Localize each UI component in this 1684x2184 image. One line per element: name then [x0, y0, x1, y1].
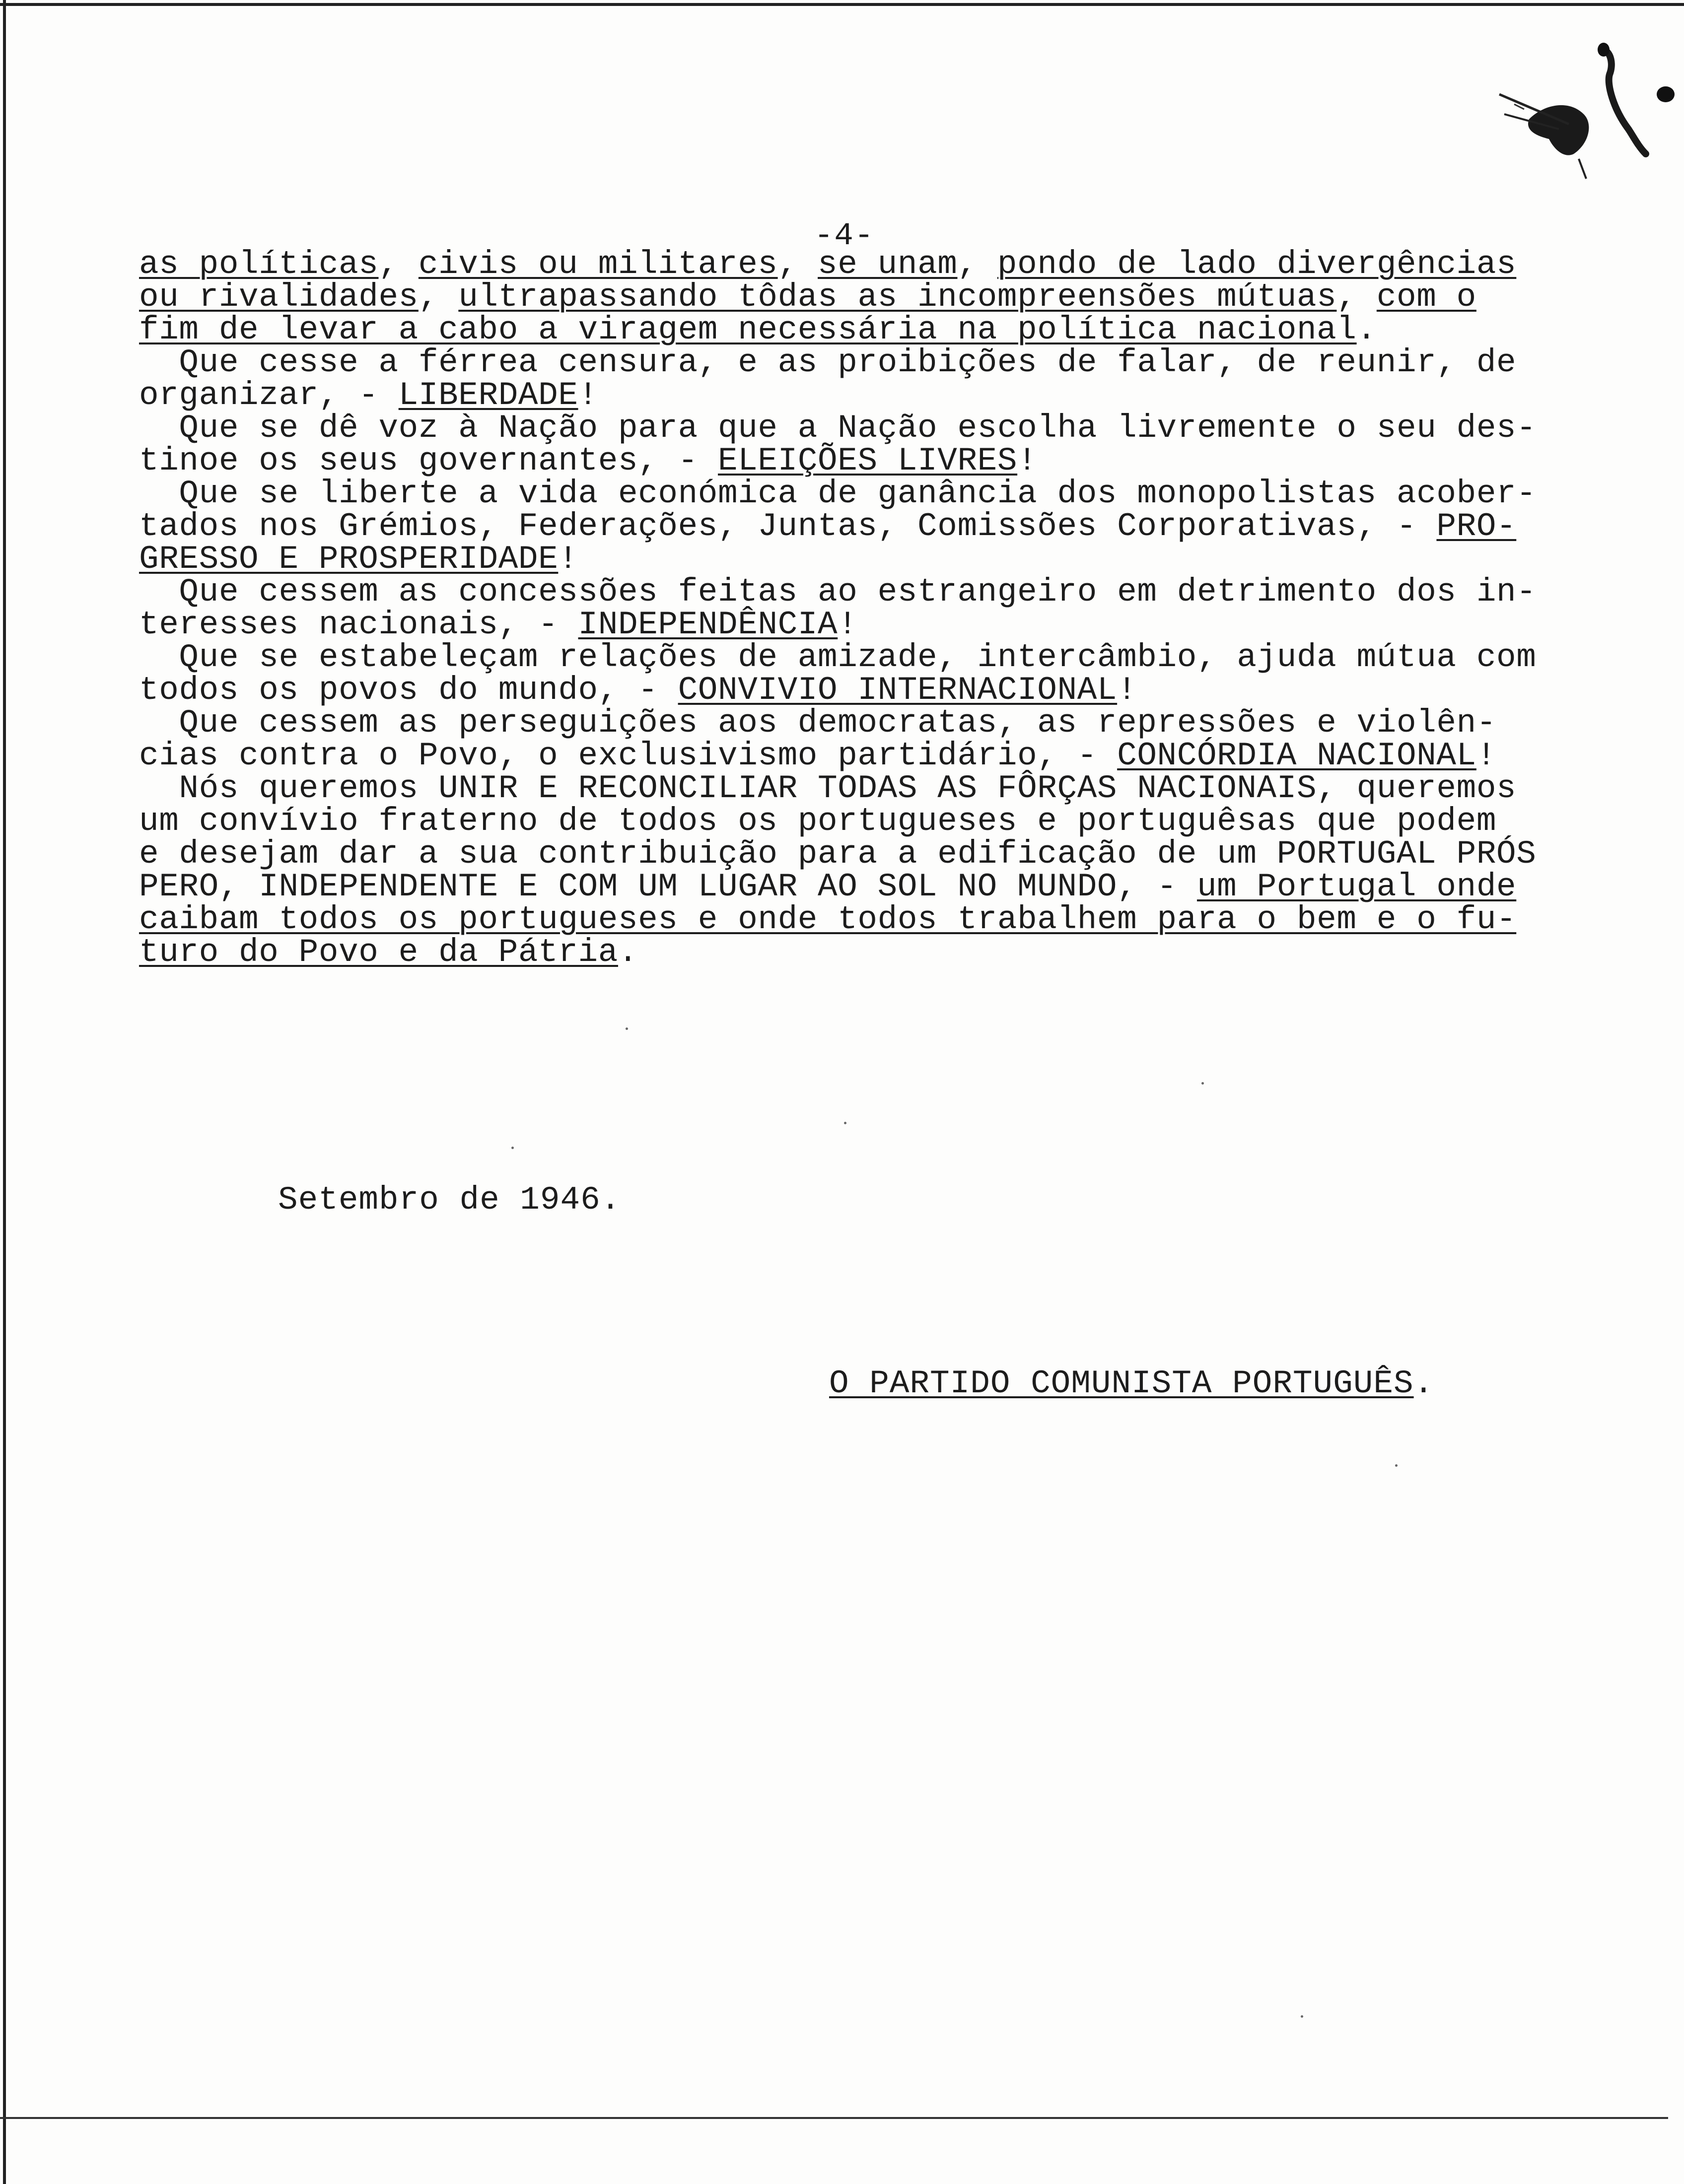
text-segment: ,	[378, 246, 419, 283]
text-line	[139, 868, 1544, 905]
text-segment: Que cessem as perseguições aos democratas, as repressões e violên-	[139, 704, 1497, 742]
text-line	[139, 704, 1544, 742]
underlined-phrase: turo do Povo e da Pátria	[139, 934, 618, 971]
text-line	[139, 442, 1544, 479]
underlined-phrase: ultrapassando tôdas as incompreensões mútuas	[458, 278, 1337, 316]
text-segment: Que cesse a férrea censura, e as proibições de falar, de reunir, de	[139, 344, 1517, 381]
text-line	[139, 278, 1544, 316]
text-segment: teresses nacionais, -	[139, 606, 578, 643]
text-line	[139, 510, 1544, 543]
text-segment: Que cessem as concessões feitas ao estrangeiro em detrimento dos in-	[139, 573, 1537, 611]
underlined-phrase: PRO-	[1436, 508, 1517, 545]
text-line	[139, 674, 1544, 707]
underlined-phrase: um Portugal onde	[1196, 868, 1517, 905]
text-segment: um convívio fraterno de todos os portugueses e portuguêsas que podem	[139, 803, 1497, 840]
text-line	[139, 936, 1544, 969]
text-line	[139, 475, 1544, 512]
underlined-phrase: as políticas	[139, 246, 379, 283]
signature-period: .	[1413, 1365, 1434, 1402]
text-segment: !	[1017, 442, 1038, 479]
text-line	[139, 903, 1544, 936]
scan-speck	[1301, 2015, 1303, 2018]
text-line	[139, 311, 1544, 348]
underlined-phrase: GRESSO E PROSPERIDADE	[139, 541, 559, 578]
underlined-phrase: ou rivalidades	[139, 278, 419, 316]
text-segment: Que se estabeleçam relações de amizade, intercâmbio, ajuda mútua com	[139, 639, 1537, 676]
text-line	[139, 543, 1544, 576]
ink-blot-mark	[1470, 30, 1678, 189]
text-segment: !	[578, 377, 598, 414]
text-segment: tinoe os seus governantes, -	[139, 442, 718, 479]
text-line	[139, 805, 1544, 838]
text-line	[139, 641, 1544, 674]
underlined-phrase: civis ou militares	[418, 246, 778, 283]
text-line	[139, 772, 1544, 805]
underlined-phrase: se unam	[818, 246, 958, 283]
scan-bottom-edge	[0, 2117, 1668, 2119]
scan-speck	[1395, 1464, 1398, 1467]
scan-speck	[844, 1122, 846, 1124]
text-segment: ,	[418, 278, 459, 316]
page-number: -4-	[814, 218, 875, 254]
scan-top-edge	[0, 3, 1684, 6]
underlined-phrase: INDEPENDÊNCIA	[578, 606, 838, 643]
underlined-phrase: ELEIÇÕES LIVRES	[718, 442, 1018, 479]
text-line	[139, 835, 1544, 873]
text-segment: Nós queremos UNIR E RECONCILIAR TODAS AS FÔRÇAS NACIONAIS, queremos	[139, 770, 1517, 807]
text-segment: Que se dê voz à Nação para que a Nação escolha livremente o seu des-	[139, 410, 1537, 447]
text-line	[139, 412, 1544, 445]
underlined-phrase: caibam todos os portugueses e onde todos trabalhem para o bem e o fu-	[139, 901, 1517, 938]
underlined-phrase: CONVIVIO INTERNACIONAL	[678, 672, 1118, 709]
scan-speck	[511, 1147, 514, 1149]
text-segment: cias contra o Povo, o exclusivismo partidário, -	[139, 737, 1118, 774]
text-line	[139, 248, 1544, 281]
text-segment: !	[1117, 672, 1137, 709]
signature-text: O PARTIDO COMUNISTA PORTUGUÊS	[829, 1365, 1414, 1402]
underlined-phrase: CONCÓRDIA NACIONAL	[1117, 737, 1476, 774]
underlined-phrase: com o	[1376, 278, 1476, 316]
text-segment: tados nos Grémios, Federações, Juntas, Comissões Corporativas, -	[139, 508, 1437, 545]
text-segment: todos os povos do mundo, -	[139, 672, 678, 709]
text-line	[139, 379, 1544, 412]
manifesto-body	[139, 248, 1544, 969]
text-segment: ,	[957, 246, 997, 283]
text-segment: ,	[1336, 278, 1377, 316]
text-segment: Que se liberte a vida económica de ganância dos monopolistas acober-	[139, 475, 1537, 512]
underlined-phrase: LIBERDADE	[398, 377, 578, 414]
scan-speck	[1201, 1082, 1204, 1085]
text-segment: !	[838, 606, 858, 643]
text-line	[139, 737, 1544, 774]
text-segment: !	[558, 541, 578, 578]
text-line	[139, 573, 1544, 611]
text-segment: .	[1356, 311, 1377, 348]
text-segment: organizar, -	[139, 377, 399, 414]
text-segment: .	[618, 934, 638, 971]
document-date: Setembro de 1946.	[278, 1181, 621, 1219]
underlined-phrase: pondo de lado divergências	[997, 246, 1517, 283]
text-segment: ,	[777, 246, 818, 283]
text-segment: e desejam dar a sua contribuição para a edificação de um PORTUGAL PRÓS	[139, 835, 1537, 873]
text-segment: PERO, INDEPENDENTE E COM UM LUGAR AO SOL NO MUNDO, -	[139, 868, 1197, 905]
text-segment: !	[1476, 737, 1497, 774]
scan-left-edge	[3, 0, 6, 2184]
text-line	[139, 346, 1544, 379]
signature-block	[829, 1365, 1434, 1402]
underlined-phrase: fim de levar a cabo a viragem necessária na política nacional	[139, 311, 1357, 348]
text-line	[139, 606, 1544, 643]
scan-speck	[626, 1027, 628, 1030]
